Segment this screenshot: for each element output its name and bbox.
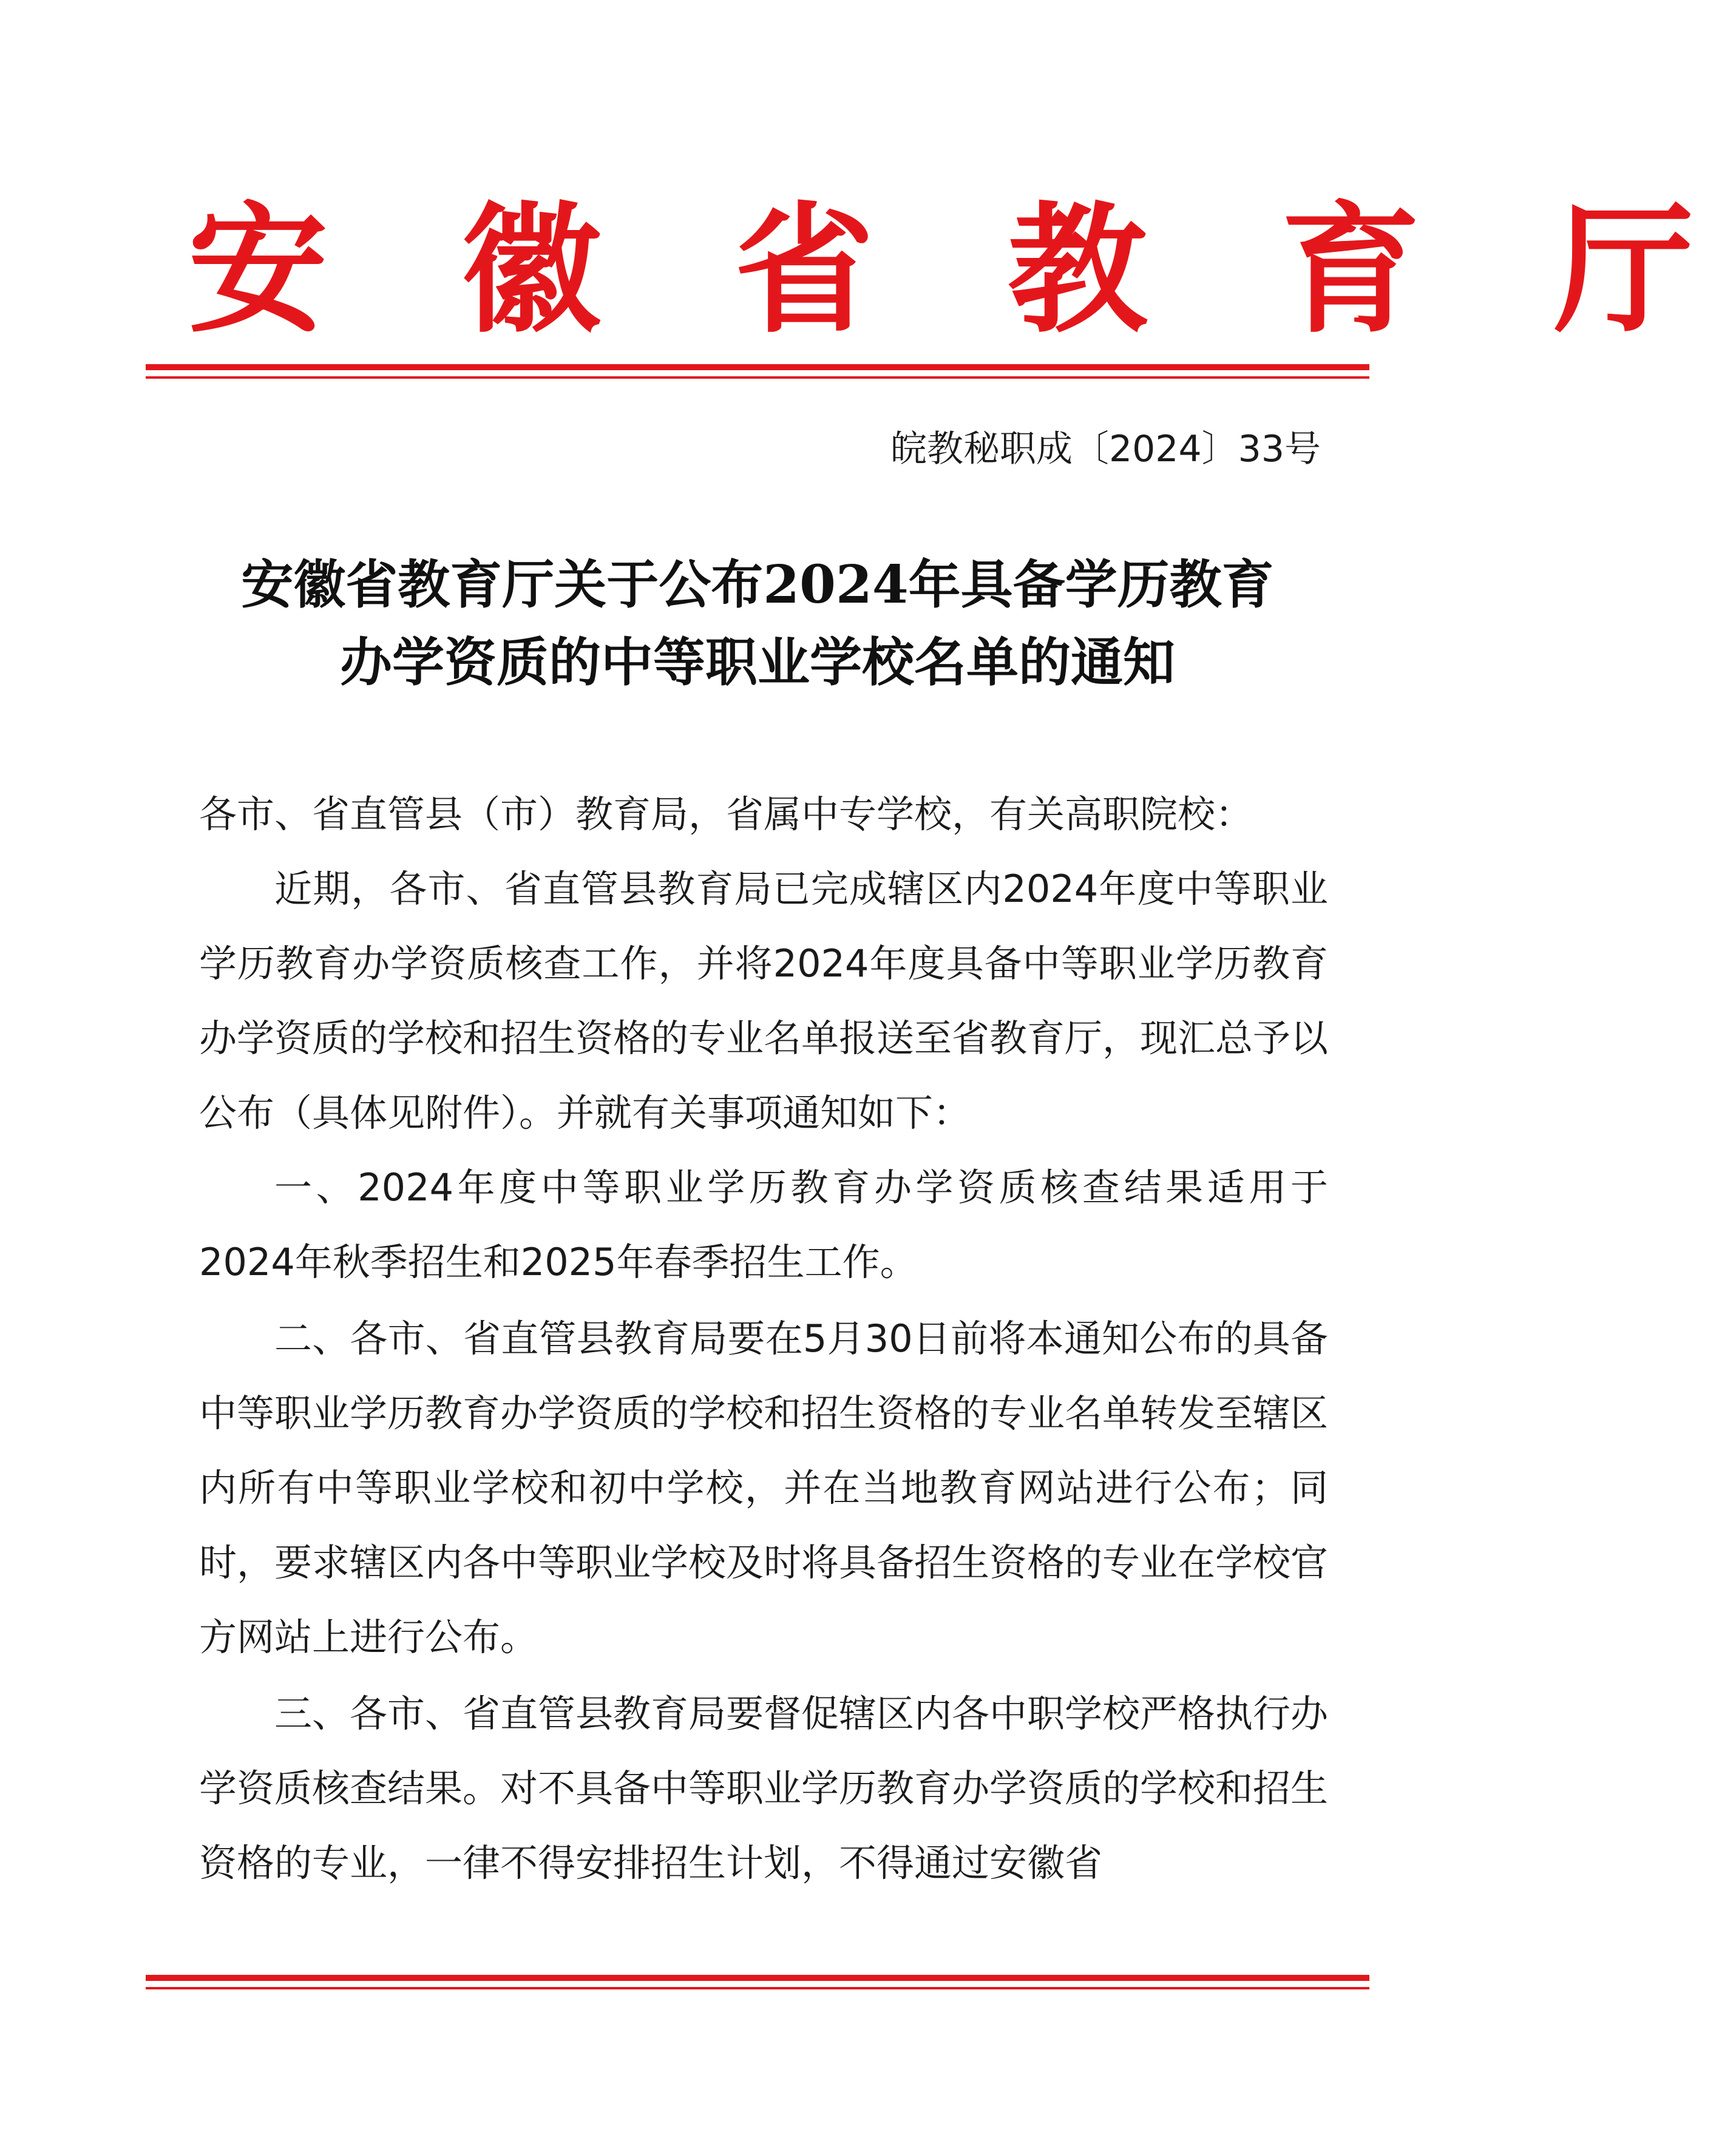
masthead-title: 安 徽 省 教 育 厅: [188, 188, 1736, 352]
masthead-rule-thin: [146, 376, 1369, 379]
document-body: [199, 777, 1328, 1900]
document-title-line-2: 办学资质的中等职业学校名单的通知: [340, 632, 1175, 693]
document-number: 皖教秘职成〔2024〕33号: [890, 428, 1321, 470]
salutation: 各市、省直管县（市）教育局，省属中专学校，有关高职院校：: [199, 792, 1253, 836]
body-paragraph-intro: 近期，各市、省直管县教育局已完成辖区内2024年度中等职业学历教育办学资质核查工作，并将2024年度具备中等职业学历教育办学资质的学校和招生资格的专业名单报送至省教育厅，现汇总予以公布（具体见附件）。并就有关事项通知如下：: [199, 867, 1329, 1135]
footer-rule-thin: [146, 1987, 1369, 1989]
body-paragraph-item-2: 二、各市、省直管县教育局要在5月30日前将本通知公布的具备中等职业学历教育办学资质的学校和招生资格的专业名单转发至辖区内所有中等职业学校和初中学校，并在当地教育网站进行公布；同时，要求辖区内各中等职业学校及时将具备招生资格的专业在学校官方网站上进行公布。: [199, 1316, 1329, 1659]
masthead-rule-thick: [146, 364, 1369, 370]
body-paragraph-item-1: 一、2024年度中等职业学历教育办学资质核查结果适用于2024年秋季招生和2025年春季招生工作。: [199, 1165, 1328, 1284]
footer-rule-thick: [146, 1975, 1369, 1981]
document-title: [146, 546, 1369, 702]
body-paragraph-item-3: 三、各市、省直管县教育局要督促辖区内各中职学校严格执行办学资质核查结果。对不具备中等职业学历教育办学资质的学校和招生资格的专业，一律不得安排招生计划，不得通过安徽省: [199, 1691, 1329, 1885]
document-title-line-1: 安徽省教育厅关于公布2024年具备学历教育: [241, 554, 1274, 615]
